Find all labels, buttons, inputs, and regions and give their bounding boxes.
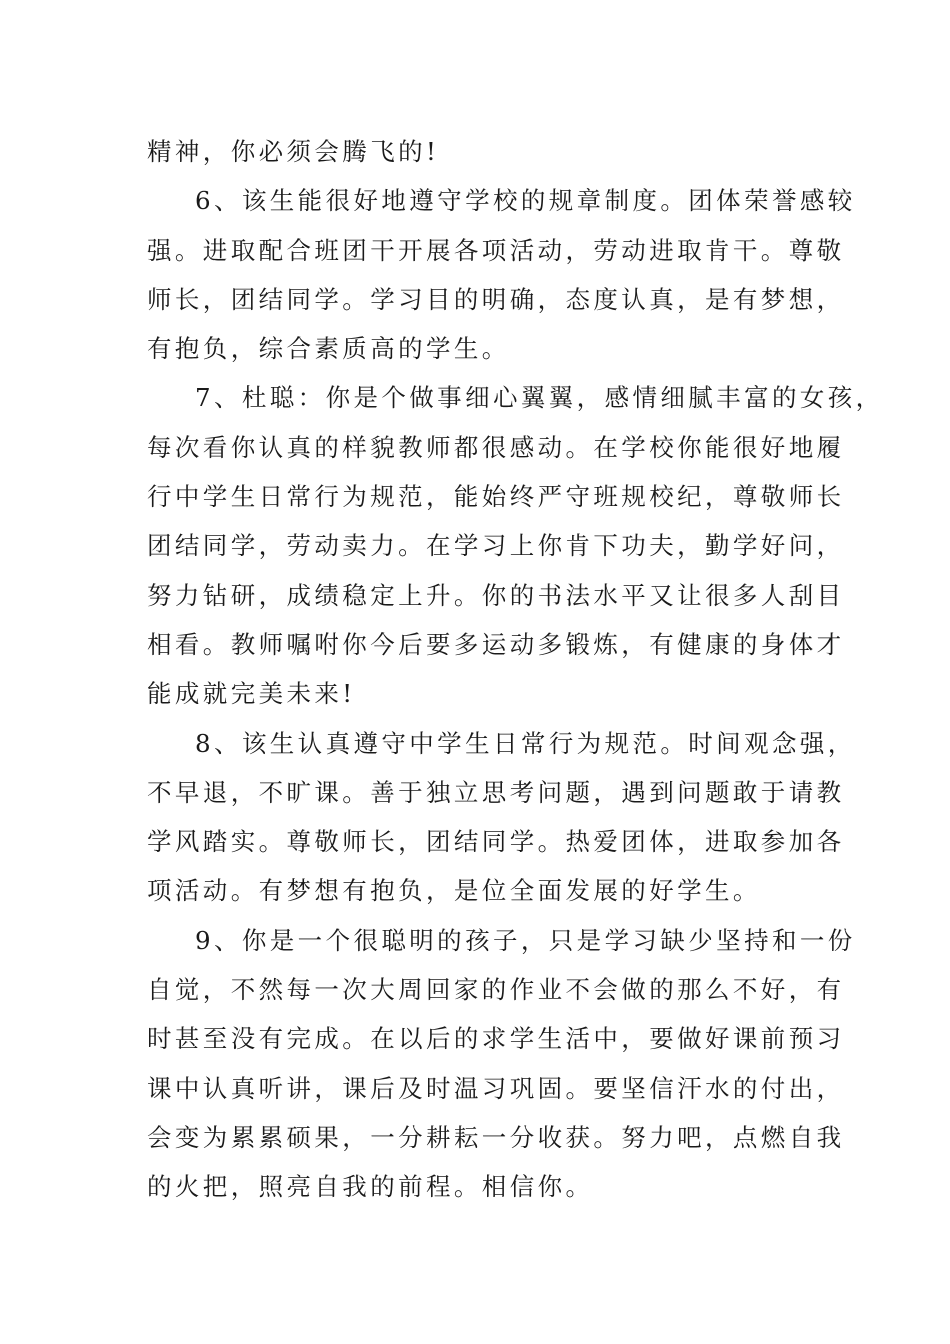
text-line: 不早退，不旷课。善于独立思考问题，遇到问题敢于请教: [147, 777, 845, 807]
text-line: 师长，团结同学。学习目的明确，态度认真，是有梦想，: [147, 284, 845, 314]
text-line: 9、你是一个很聪明的孩子，只是学习缺少坚持和一份: [195, 925, 856, 955]
text-line: 会变为累累硕果，一分耕耘一分收获。努力吧，点燃自我: [147, 1122, 845, 1152]
text-line: 自觉，不然每一次大周回家的作业不会做的那么不好，有: [147, 975, 845, 1005]
text-line: 行中学生日常行为规范，能始终严守班规校纪，尊敬师长: [147, 482, 845, 512]
text-line: 努力钻研，成绩稳定上升。你的书法水平又让很多人刮目: [147, 580, 845, 610]
text-line: 项活动。有梦想有抱负，是位全面发展的好学生。: [147, 876, 761, 906]
text-line: 有抱负，综合素质高的学生。: [147, 334, 510, 364]
text-line: 7、杜聪：你是个做事细心翼翼，感情细腻丰富的女孩，: [195, 383, 884, 413]
text-line: 强。进取配合班团干开展各项活动，劳动进取肯干。尊敬: [147, 235, 845, 265]
text-line: 时甚至没有完成。在以后的求学生活中，要做好课前预习: [147, 1024, 845, 1054]
text-line: 相看。教师嘱咐你今后要多运动多锻炼，有健康的身体才: [147, 629, 845, 659]
text-line: 团结同学，劳动卖力。在学习上你肯下功夫，勤学好问，: [147, 531, 845, 561]
text-line: 课中认真听讲，课后及时温习巩固。要坚信汗水的付出，: [147, 1073, 845, 1103]
text-line: 6、该生能很好地遵守学校的规章制度。团体荣誉感较: [195, 186, 856, 216]
text-line: 8、该生认真遵守中学生日常行为规范。时间观念强，: [195, 728, 856, 758]
text-line: 能成就完美未来!: [147, 679, 356, 709]
text-line: 的火把，照亮自我的前程。相信你。: [147, 1172, 594, 1202]
text-line: 学风踏实。尊敬师长，团结同学。热爱团体，进取参加各: [147, 827, 845, 857]
text-line: 精神，你必须会腾飞的!: [147, 137, 440, 166]
text-line: 每次看你认真的样貌教师都很感动。在学校你能很好地履: [147, 432, 845, 462]
document-body: [147, 127, 884, 1212]
